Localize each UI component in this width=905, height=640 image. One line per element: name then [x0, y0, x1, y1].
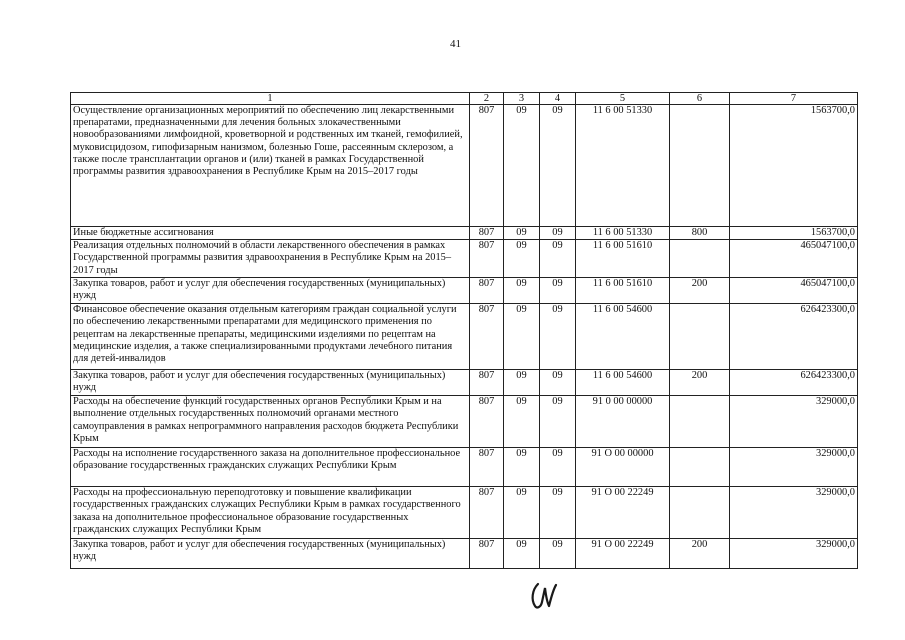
cell-ministry-code: 807 — [470, 539, 504, 569]
cell-ministry-code: 807 — [470, 448, 504, 487]
cell-amount: 465047100,0 — [730, 240, 858, 278]
column-header: 1 — [71, 93, 470, 105]
cell-amount: 465047100,0 — [730, 278, 858, 304]
cell-target-article: 11 6 00 51610 — [576, 278, 670, 304]
row-description: Закупка товаров, работ и услуг для обеспечения государственных (муниципальных) нужд — [71, 278, 470, 304]
cell-amount: 329000,0 — [730, 487, 858, 539]
table-row — [71, 278, 858, 304]
cell-expense-type — [670, 304, 730, 370]
cell-expense-type — [670, 105, 730, 227]
cell-subsection: 09 — [540, 240, 576, 278]
cell-subsection: 09 — [540, 487, 576, 539]
cell-subsection: 09 — [540, 370, 576, 396]
row-description: Расходы на исполнение государственного заказа на дополнительное профессиональное образование государственных гражданских служащих Республики Крым — [71, 448, 470, 487]
column-header: 7 — [730, 93, 858, 105]
cell-section: 09 — [504, 304, 540, 370]
cell-expense-type: 200 — [670, 539, 730, 569]
cell-amount: 329000,0 — [730, 448, 858, 487]
cell-section: 09 — [504, 487, 540, 539]
cell-subsection: 09 — [540, 105, 576, 227]
cell-expense-type: 200 — [670, 370, 730, 396]
cell-amount: 1563700,0 — [730, 105, 858, 227]
column-header: 5 — [576, 93, 670, 105]
cell-section: 09 — [504, 240, 540, 278]
cell-target-article: 11 6 00 54600 — [576, 304, 670, 370]
cell-section: 09 — [504, 396, 540, 448]
cell-section: 09 — [504, 370, 540, 396]
table-row — [71, 370, 858, 396]
cell-ministry-code: 807 — [470, 278, 504, 304]
cell-target-article: 91 0 00 00000 — [576, 396, 670, 448]
cell-ministry-code: 807 — [470, 396, 504, 448]
column-header: 3 — [504, 93, 540, 105]
cell-ministry-code: 807 — [470, 227, 504, 240]
row-description: Осуществление организационных мероприятий по обеспечению лиц лекарственными препаратами, предназначенными для лечения больных злокачественными новообразованиями лимфоидной, кроветворной и родственных им тканей, гемофилией, муковисцидозом, гипофизарным нанизмом, болезнью Гоше, рассеянным склерозом, а также после трансплантации органов и (или) тканей в рамках Государственной программы развития здравоохранения в Республике Крым на 2015–2017 годы — [71, 105, 470, 227]
cell-target-article: 91 О 00 00000 — [576, 448, 670, 487]
cell-subsection: 09 — [540, 396, 576, 448]
row-description: Закупка товаров, работ и услуг для обеспечения государственных (муниципальных) нужд — [71, 370, 470, 396]
cell-subsection: 09 — [540, 539, 576, 569]
cell-subsection: 09 — [540, 448, 576, 487]
cell-amount: 329000,0 — [730, 539, 858, 569]
cell-subsection: 09 — [540, 227, 576, 240]
table-row — [71, 240, 858, 278]
cell-section: 09 — [504, 539, 540, 569]
column-header: 4 — [540, 93, 576, 105]
cell-expense-type — [670, 240, 730, 278]
cell-amount: 626423300,0 — [730, 304, 858, 370]
cell-amount: 1563700,0 — [730, 227, 858, 240]
table-row — [71, 105, 858, 227]
row-description: Расходы на обеспечение функций государственных органов Республики Крым и на выполнение отдельных государственных полномочий органами местного самоуправления в рамках непрограммного направления расходов бюджета Республики Крым — [71, 396, 470, 448]
cell-amount: 329000,0 — [730, 396, 858, 448]
row-description: Расходы на профессиональную переподготовку и повышение квалификации государственных гражданских служащих Республики Крым в рамках государственного заказа на дополнительное профессиональное образование государственных гражданских служащих Республики Крым — [71, 487, 470, 539]
cell-expense-type: 200 — [670, 278, 730, 304]
cell-target-article: 11 6 00 51610 — [576, 240, 670, 278]
cell-amount: 626423300,0 — [730, 370, 858, 396]
cell-target-article: 91 О 00 22249 — [576, 487, 670, 539]
cell-ministry-code: 807 — [470, 105, 504, 227]
header-row — [71, 93, 858, 105]
cell-ministry-code: 807 — [470, 370, 504, 396]
cell-section: 09 — [504, 278, 540, 304]
table-row — [71, 448, 858, 487]
row-description: Закупка товаров, работ и услуг для обеспечения государственных (муниципальных) нужд — [71, 539, 470, 569]
table-row — [71, 304, 858, 370]
cell-expense-type: 800 — [670, 227, 730, 240]
table-row — [71, 539, 858, 569]
budget-table — [70, 92, 858, 569]
cell-section: 09 — [504, 227, 540, 240]
row-description: Иные бюджетные ассигнования — [71, 227, 470, 240]
cell-expense-type — [670, 396, 730, 448]
cell-target-article: 91 О 00 22249 — [576, 539, 670, 569]
handwritten-signature — [528, 580, 562, 615]
row-description: Финансовое обеспечение оказания отдельным категориям граждан социальной услуги по обеспечению лекарственными препаратами для медицинского применения по рецептам на лекарственные препараты, медицинскими изделиями по рецептам на медицинские изделия, а также специализированными продуктами лечебного питания для детей-инвалидов — [71, 304, 470, 370]
cell-target-article: 11 6 00 51330 — [576, 227, 670, 240]
cell-expense-type — [670, 487, 730, 539]
cell-ministry-code: 807 — [470, 240, 504, 278]
cell-subsection: 09 — [540, 278, 576, 304]
page-number: 41 — [450, 38, 461, 50]
row-description: Реализация отдельных полномочий в области лекарственного обеспечения в рамках Государственной программы развития здравоохранения в Республике Крым на 2015–2017 годы — [71, 240, 470, 278]
cell-section: 09 — [504, 448, 540, 487]
cell-target-article: 11 6 00 51330 — [576, 105, 670, 227]
cell-expense-type — [670, 448, 730, 487]
table-row — [71, 396, 858, 448]
cell-section: 09 — [504, 105, 540, 227]
table-row — [71, 227, 858, 240]
column-header: 2 — [470, 93, 504, 105]
cell-target-article: 11 6 00 54600 — [576, 370, 670, 396]
cell-ministry-code: 807 — [470, 304, 504, 370]
cell-subsection: 09 — [540, 304, 576, 370]
table-row — [71, 487, 858, 539]
column-header: 6 — [670, 93, 730, 105]
cell-ministry-code: 807 — [470, 487, 504, 539]
